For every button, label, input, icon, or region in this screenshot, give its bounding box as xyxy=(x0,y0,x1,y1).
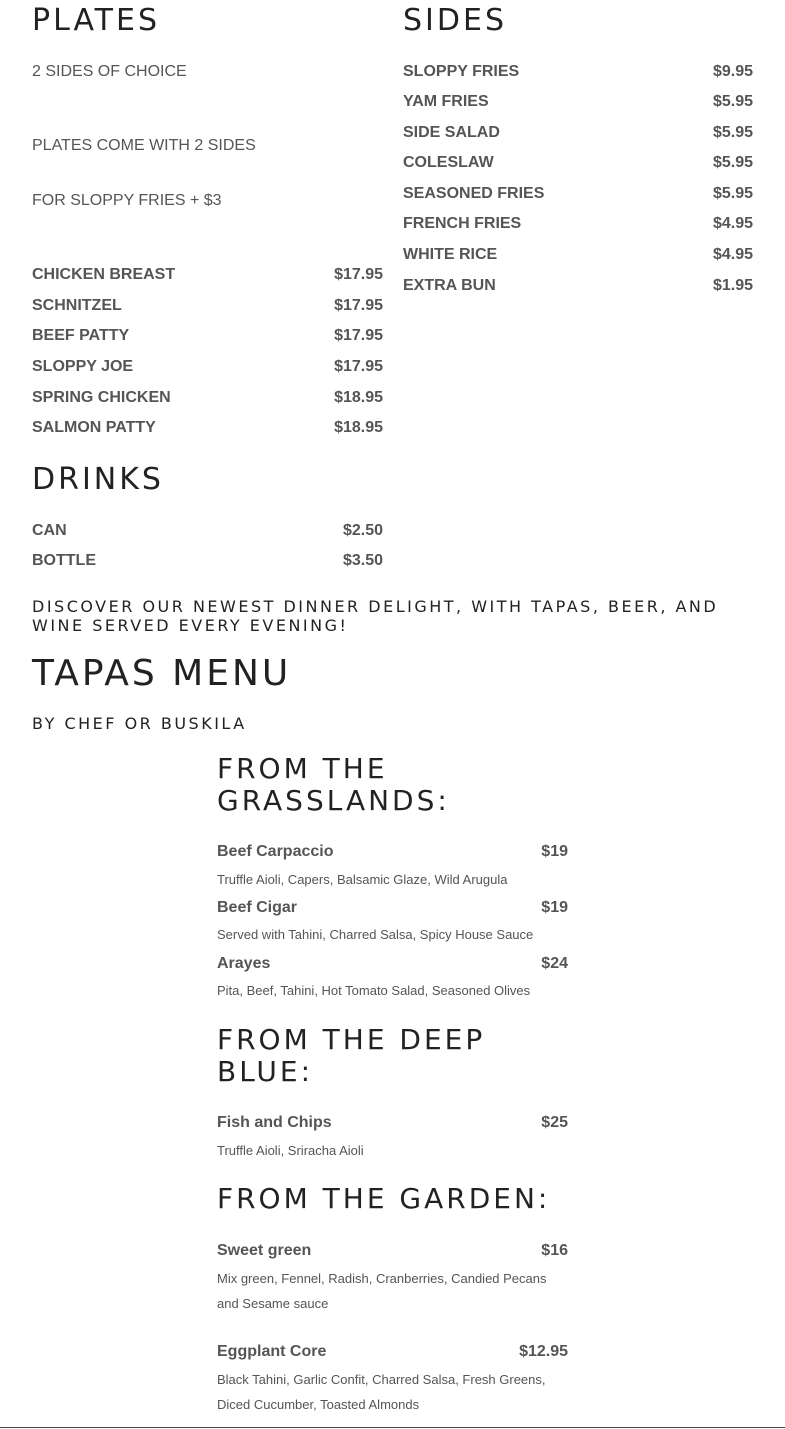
tapas-item-desc: Mix green, Fennel, Radish, Cranberries, Candied Pecans and Sesame sauce xyxy=(217,1271,547,1311)
tapas-item-price: $24 xyxy=(541,955,568,972)
tapas-item-name: Beef Carpaccio xyxy=(217,843,334,860)
side-name: EXTRA BUN xyxy=(403,277,496,294)
side-row xyxy=(403,63,753,81)
tapas-item-desc: Truffle Aioli, Sriracha Aioli xyxy=(217,1143,364,1158)
side-row xyxy=(403,277,753,295)
plate-row xyxy=(32,358,383,376)
plate-price: $17.95 xyxy=(334,297,383,314)
tapas-item-desc: Black Tahini, Garlic Confit, Charred Salsa, Fresh Greens, Diced Cucumber, Toasted Almonds xyxy=(217,1372,546,1412)
tapas-item-price: $19 xyxy=(541,899,568,916)
tapas-item-desc: Served with Tahini, Charred Salsa, Spicy House Sauce xyxy=(217,927,534,942)
tapas-item-price: $12.95 xyxy=(519,1343,568,1360)
plate-name: SALMON PATTY xyxy=(32,419,156,436)
side-price: $5.95 xyxy=(712,154,753,171)
plates-title: PLATES xyxy=(32,3,161,38)
plate-row xyxy=(32,389,383,407)
drink-price: $3.50 xyxy=(342,552,383,569)
side-name: YAM FRIES xyxy=(403,93,489,110)
plate-price: $18.95 xyxy=(334,389,383,406)
drinks-title: DRINKS xyxy=(32,462,164,497)
side-row xyxy=(403,124,753,142)
promo-text: DISCOVER OUR NEWEST DINNER DELIGHT, WITH TAPAS, BEER, AND WINE SERVED EVERY EVENING! xyxy=(32,597,719,635)
tapas-item-name: Fish and Chips xyxy=(217,1114,332,1131)
tapas-item xyxy=(217,843,568,861)
tapas-item xyxy=(217,1242,568,1260)
side-name: SEASONED FRIES xyxy=(403,185,545,202)
tapas-item xyxy=(217,899,568,917)
section-title-deep-blue: FROM THE DEEP BLUE: xyxy=(217,1023,486,1088)
plate-row xyxy=(32,419,383,437)
side-row xyxy=(403,185,753,203)
side-price: $4.95 xyxy=(712,246,753,263)
tapas-item xyxy=(217,1343,568,1361)
plate-row xyxy=(32,266,383,284)
tapas-item-desc: Truffle Aioli, Capers, Balsamic Glaze, Wild Arugula xyxy=(217,872,508,887)
drink-name: CAN xyxy=(32,522,67,539)
tapas-item-name: Sweet green xyxy=(217,1242,312,1259)
tapas-item-name: Arayes xyxy=(217,955,271,972)
side-price: $9.95 xyxy=(712,63,753,80)
drink-price: $2.50 xyxy=(342,522,383,539)
drink-row xyxy=(32,522,383,540)
side-name: FRENCH FRIES xyxy=(403,215,522,232)
drink-row xyxy=(32,552,383,570)
tapas-item-price: $25 xyxy=(541,1114,568,1131)
plate-name: SCHNITZEL xyxy=(32,297,122,314)
tapas-item xyxy=(217,955,568,973)
plate-name: CHICKEN BREAST xyxy=(32,266,176,283)
side-price: $5.95 xyxy=(712,124,753,141)
plate-price: $17.95 xyxy=(334,358,383,375)
tapas-item-name: Eggplant Core xyxy=(217,1343,327,1360)
side-name: WHITE RICE xyxy=(403,246,498,263)
plate-price: $17.95 xyxy=(334,327,383,344)
tapas-item-price: $16 xyxy=(541,1242,568,1259)
plate-row xyxy=(32,297,383,315)
side-row xyxy=(403,246,753,264)
plate-price: $18.95 xyxy=(334,419,383,436)
bottom-divider xyxy=(0,1427,785,1428)
side-name: SLOPPY FRIES xyxy=(403,63,520,80)
tapas-byline: BY CHEF OR BUSKILA xyxy=(32,714,247,733)
tapas-item-desc: Pita, Beef, Tahini, Hot Tomato Salad, Seasoned Olives xyxy=(217,983,531,998)
side-price: $5.95 xyxy=(712,185,753,202)
side-price: $5.95 xyxy=(712,93,753,110)
side-name: COLESLAW xyxy=(403,154,494,171)
plate-row xyxy=(32,327,383,345)
side-price: $1.95 xyxy=(712,277,753,294)
sides-title: SIDES xyxy=(403,3,507,38)
plate-price: $17.95 xyxy=(334,266,383,283)
plate-name: BEEF PATTY xyxy=(32,327,130,344)
side-row xyxy=(403,215,753,233)
plates-note: 2 SIDES OF CHOICE xyxy=(32,63,187,80)
tapas-item-name: Beef Cigar xyxy=(217,899,298,916)
drink-name: BOTTLE xyxy=(32,552,96,569)
section-title-garden: FROM THE GARDEN: xyxy=(217,1182,551,1215)
plates-note: FOR SLOPPY FRIES + $3 xyxy=(32,192,222,209)
side-name: SIDE SALAD xyxy=(403,124,500,141)
section-title-grasslands: FROM THE GRASSLANDS: xyxy=(217,752,450,817)
plate-name: SLOPPY JOE xyxy=(32,358,134,375)
tapas-item xyxy=(217,1114,568,1132)
side-row xyxy=(403,93,753,111)
side-price: $4.95 xyxy=(712,215,753,232)
tapas-item-price: $19 xyxy=(541,843,568,860)
plate-name: SPRING CHICKEN xyxy=(32,389,171,406)
tapas-title: TAPAS MENU xyxy=(32,653,292,694)
plates-note: PLATES COME WITH 2 SIDES xyxy=(32,137,256,154)
side-row xyxy=(403,154,753,172)
